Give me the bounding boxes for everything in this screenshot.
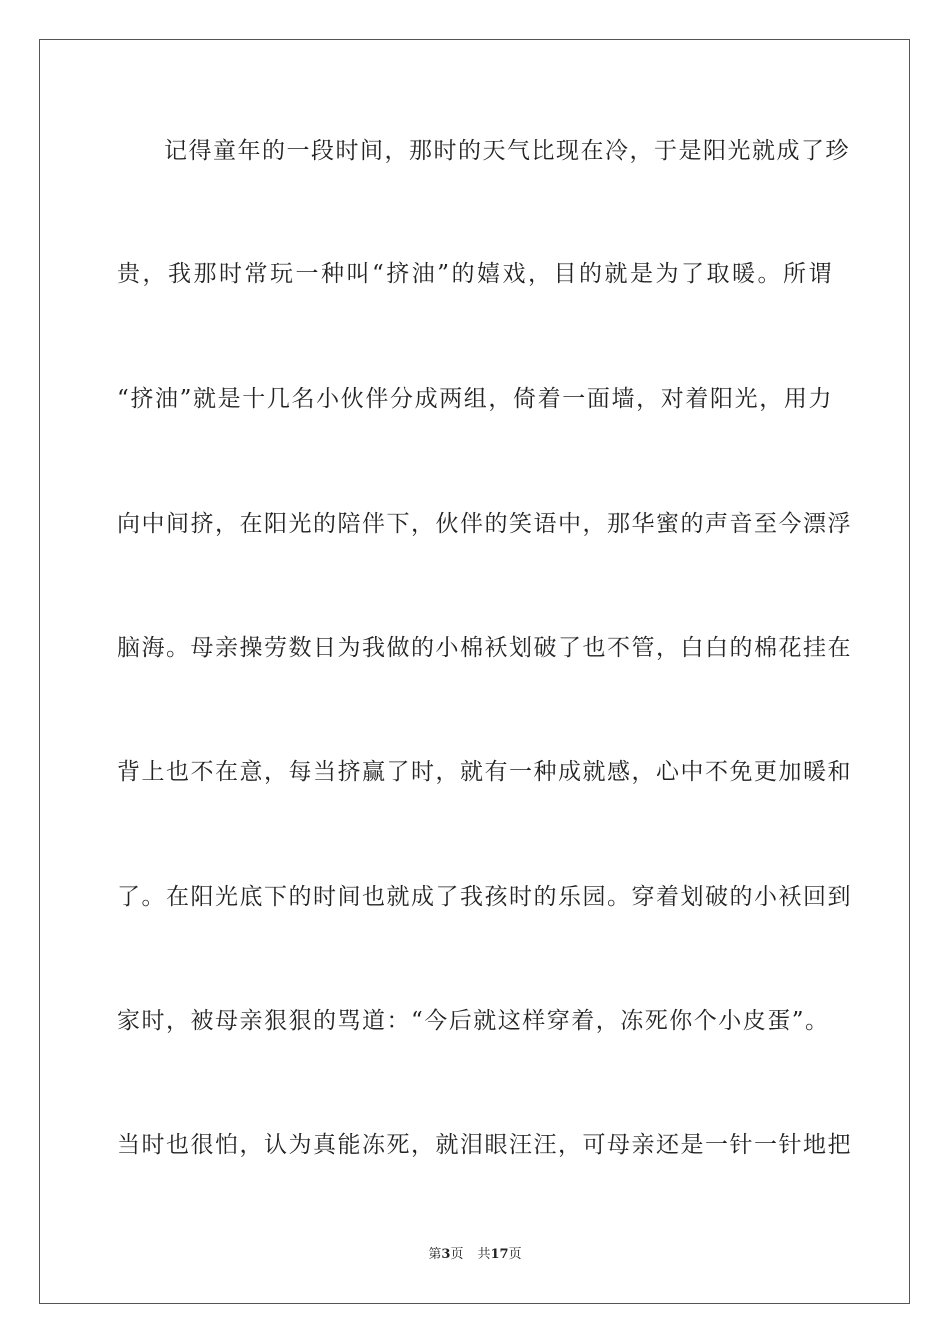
paragraph-line-1: 记得童年的一段时间，那时的天气比现在冷，于是阳光就成了珍 — [164, 138, 850, 164]
paragraph-line-8: 家时，被母亲狠狠的骂道：“今后就这样穿着，冻死你个小皮蛋”。 — [117, 1008, 830, 1034]
page-suffix: 页 — [450, 1247, 464, 1262]
total-prefix: 共 — [477, 1247, 491, 1262]
page-prefix: 第 — [428, 1247, 442, 1262]
page-footer — [0, 1245, 950, 1265]
paragraph-line-9: 当时也很怕，认为真能冻死，就泪眼汪汪，可母亲还是一针一针地把 — [117, 1132, 852, 1158]
page-number: 3 — [441, 1247, 451, 1262]
paragraph-line-2: 贵，我那时常玩一种叫“挤油”的嬉戏，目的就是为了取暖。所谓 — [117, 261, 833, 287]
total-suffix: 页 — [508, 1247, 522, 1262]
paragraph-line-7: 了。在阳光底下的时间也就成了我孩时的乐园。穿着划破的小袄回到 — [117, 884, 852, 910]
paragraph-line-4: 向中间挤，在阳光的陪伴下，伙伴的笑语中，那华蜜的声音至今漂浮 — [117, 511, 852, 537]
paragraph-line-6: 背上也不在意，每当挤赢了时，就有一种成就感，心中不免更加暖和 — [117, 759, 852, 785]
page-frame — [39, 39, 910, 1304]
paragraph-line-5: 脑海。母亲操劳数日为我做的小棉袄划破了也不管，白白的棉花挂在 — [117, 635, 852, 661]
total-pages: 17 — [490, 1247, 509, 1262]
paragraph-line-3: “挤油”就是十几名小伙伴分成两组，倚着一面墙，对着阳光，用力 — [117, 386, 833, 412]
